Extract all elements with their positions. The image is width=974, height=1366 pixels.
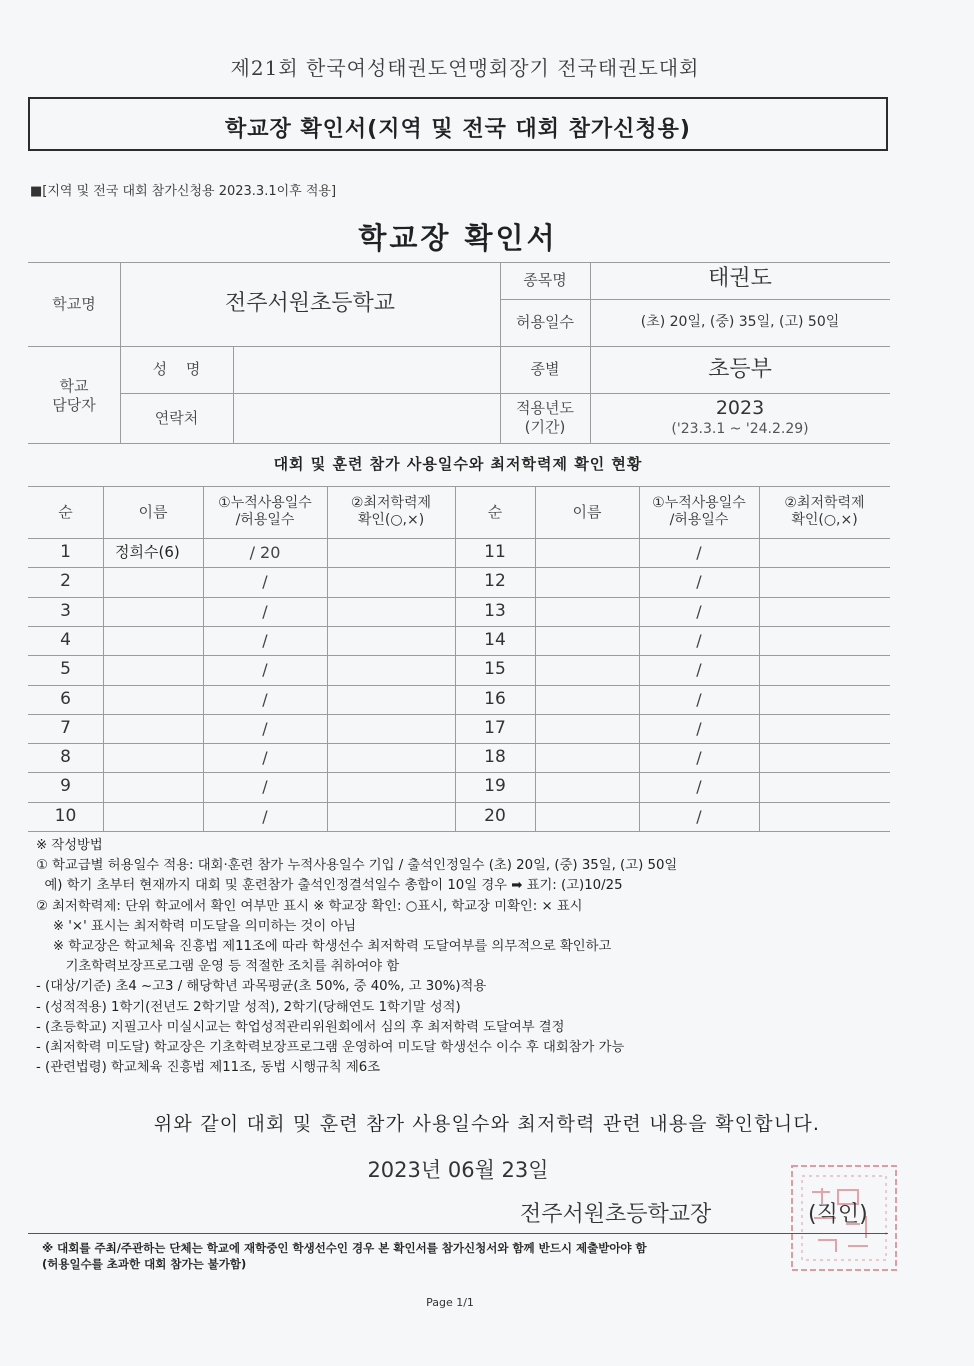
table-right-days-cell[interactable]: / (696, 776, 702, 796)
seal-label: (직인) (808, 1202, 868, 1227)
table-right-num-cell: 17 (484, 717, 506, 738)
table-right-days-cell[interactable]: / (696, 806, 702, 826)
col-num-header-left: 순 (58, 502, 73, 521)
table-left-days-cell[interactable]: / (262, 571, 268, 591)
table-heading: 대회 및 훈련 참가 사용일수와 최저학력제 확인 현황 (273, 455, 643, 473)
table-right-days-cell[interactable]: / (696, 718, 702, 738)
division-label: 종별 (530, 360, 560, 379)
instruction-line: ※ 학교장은 학교체육 진흥법 제11조에 따라 학생선수 최저학력 도달여부를 의무적으로 확인하고 (36, 939, 612, 955)
table-right-name-cell[interactable] (535, 802, 639, 831)
table-left-grade-cell[interactable] (327, 772, 455, 801)
apply-note: ■[지역 및 전국 대회 참가신청용 2023.3.1이후 적용] (30, 184, 337, 199)
table-right-name-cell[interactable] (535, 743, 639, 772)
instruction-line: - (성적적용) 1학기(전년도 2학기말 성적), 2학기(당해연도 1학기말 성적) (36, 999, 461, 1015)
table-left-days-cell[interactable]: / (262, 659, 268, 679)
table-right-grade-cell[interactable] (759, 538, 890, 567)
date-text: 2023년 06월 23일 (367, 1158, 549, 1182)
table-right-days-cell[interactable]: / (696, 659, 702, 679)
table-left-num-cell: 2 (60, 570, 71, 591)
allowed-days-value: (초) 20일, (중) 35일, (고) 50일 (640, 313, 840, 330)
manager-label (28, 366, 120, 426)
table-left-days-cell[interactable]: / (262, 776, 268, 796)
table-left-days-cell[interactable]: / (262, 806, 268, 826)
table-left-num-cell: 5 (60, 658, 71, 679)
table-right-name-cell[interactable] (535, 685, 639, 714)
col-days-header-right (639, 486, 759, 538)
instruction-line: - (관련법령) 학교체육 진흥법 제11조, 동법 시행규칙 제6조 (36, 1060, 381, 1076)
page-footer: Page 1/1 (426, 1296, 474, 1309)
table-right-num-cell: 20 (484, 805, 506, 826)
footnote-line1: ※ 대회를 주최/주관하는 단체는 학교에 재학중인 학생선수인 경우 본 확인서를 참가신청서와 함께 반드시 제출받아야 함 (42, 1241, 647, 1255)
col-grade-header-left-l1: ②최저학력제 (350, 494, 432, 511)
principal-name: 전주서원초등학교장 (520, 1202, 712, 1227)
table-left-days-cell[interactable]: / (262, 718, 268, 738)
table-right-grade-cell[interactable] (759, 802, 890, 831)
bottom-divider (28, 1233, 888, 1234)
table-right-grade-cell[interactable] (759, 772, 890, 801)
instruction-line: 기초학력보장프로그램 운영 등 적절한 조치를 취하여야 함 (36, 959, 400, 975)
table-left-name-cell[interactable] (103, 802, 203, 831)
table-rule (28, 486, 890, 487)
table-left-num-cell: 7 (60, 717, 71, 738)
col-num-header-right: 순 (487, 502, 503, 521)
col-days-header-right-l2: /허용일수 (669, 512, 729, 528)
table-right-num-cell: 11 (484, 541, 506, 562)
manager-label-line2: 담당자 (52, 396, 96, 414)
instruction-line: - (최저학력 미도달) 학교장은 기초학력보장프로그램 운영하여 미도달 학생선수 이수 후 대회참가 가능 (36, 1040, 625, 1056)
col-days-header-left (203, 486, 327, 538)
table-right-grade-cell[interactable] (759, 685, 890, 714)
table-left-name-cell[interactable] (103, 567, 203, 596)
table-left-grade-cell[interactable] (327, 655, 455, 684)
table-left-name-cell[interactable] (103, 685, 203, 714)
table-right-days-cell[interactable]: / (696, 630, 702, 650)
table-right-grade-cell[interactable] (759, 567, 890, 596)
table-left-days-cell[interactable]: / (262, 630, 268, 650)
table-right-name-cell[interactable] (535, 772, 639, 801)
table-left-name-cell[interactable]: 정희수(6) (115, 543, 180, 562)
col-grade-header-left-l2: 확인(○,×) (357, 512, 425, 528)
event-title: 제21회 한국여성태권도연맹회장기 전국태권도대회 (230, 56, 700, 80)
table-left-days-cell[interactable]: / 20 (249, 542, 281, 562)
name-value[interactable] (233, 346, 500, 393)
year-label-line1: 적용년도 (516, 399, 574, 418)
table-left-days-cell[interactable]: / (262, 601, 268, 621)
table-right-num-cell: 15 (484, 658, 506, 679)
year-label-line2: (기간) (524, 418, 566, 436)
contact-value[interactable] (233, 393, 500, 443)
table-left-name-cell[interactable] (103, 597, 203, 626)
sport-value: 태권도 (708, 265, 772, 291)
col-grade-header-right (759, 486, 890, 538)
table-left-grade-cell[interactable] (327, 538, 455, 567)
sport-label: 종목명 (523, 271, 567, 290)
table-left-num-cell: 10 (54, 805, 77, 826)
table-left-num-cell: 9 (60, 775, 71, 796)
table-left-name-cell[interactable] (103, 772, 203, 801)
doc-title: 학교장 확인서(지역 및 전국 대회 참가신청용) (225, 117, 691, 142)
table-rule (28, 831, 890, 832)
table-right-days-cell[interactable]: / (696, 689, 702, 709)
table-left-grade-cell[interactable] (327, 714, 455, 743)
table-right-name-cell[interactable] (535, 538, 639, 567)
table-right-days-cell[interactable]: / (696, 571, 702, 591)
table-right-num-cell: 18 (484, 746, 506, 767)
col-grade-header-left (327, 486, 455, 538)
table-right-name-cell[interactable] (535, 655, 639, 684)
table-left-days-cell[interactable]: / (262, 747, 268, 767)
instruction-line: ① 학교급별 허용일수 적용: 대회·훈련 참가 누적사용일수 기입 / 출석인정일수 (초) 20일, (중) 35일, (고) 50일 (36, 858, 678, 874)
col-name-header-right: 이름 (572, 502, 602, 521)
footnote-line2: (허용일수를 초과한 대회 참가는 불가함) (42, 1257, 247, 1271)
col-days-header-left-l1: ①누적사용일수 (218, 494, 312, 511)
table-left-name-cell[interactable] (103, 743, 203, 772)
table-left-name-cell[interactable] (103, 714, 203, 743)
year-period: ('23.3.1 ~ '24.2.29) (671, 421, 809, 438)
table-right-grade-cell[interactable] (759, 714, 890, 743)
table-left-name-cell[interactable] (103, 655, 203, 684)
table-left-num-cell: 3 (60, 600, 71, 621)
year-number: 2023 (715, 397, 765, 420)
table-right-grade-cell[interactable] (759, 743, 890, 772)
col-name-header-left: 이름 (138, 502, 168, 521)
table-left-days-cell[interactable]: / (262, 689, 268, 709)
col-grade-header-right-l1: ②최저학력제 (784, 494, 865, 511)
instruction-line: ② 최저학력제: 단위 학교에서 확인 여부만 표시 ※ 학교장 확인: ○표시, 학교장 미확인: × 표시 (36, 898, 583, 914)
table-right-name-cell[interactable] (535, 714, 639, 743)
table-right-grade-cell[interactable] (759, 655, 890, 684)
confirmation-text: 위와 같이 대회 및 훈련 참가 사용일수와 최저학력 관련 내용을 확인합니다. (153, 1113, 821, 1135)
form-title: 학교장 확인서 (358, 221, 558, 255)
table-left-grade-cell[interactable] (327, 685, 455, 714)
table-left-num-cell: 4 (60, 629, 71, 650)
division-value: 초등부 (708, 356, 772, 382)
table-left-num-cell: 1 (60, 541, 71, 562)
table-right-name-cell[interactable] (535, 567, 639, 596)
instruction-line: - (초등학교) 지필고사 미실시교는 학업성적관리위원회에서 심의 후 최저학력 도달여부 결정 (36, 1019, 565, 1035)
table-left-grade-cell[interactable] (327, 802, 455, 831)
table-left-grade-cell[interactable] (327, 597, 455, 626)
allowed-days-label: 허용일수 (516, 313, 574, 332)
table-right-num-cell: 16 (484, 688, 506, 709)
instructions (36, 836, 936, 1078)
instruction-line: ※ 작성방법 (36, 838, 103, 853)
school-label: 학교명 (52, 294, 96, 313)
year-label (500, 393, 590, 443)
instruction-line: - (대상/기준) 초4 ~고3 / 해당학년 과목평균(초 50%, 중 40%, 고 30%)적용 (36, 979, 487, 995)
table-left-name-cell[interactable] (103, 626, 203, 655)
school-value: 전주서원초등학교 (224, 291, 396, 317)
table-right-days-cell[interactable]: / (696, 601, 702, 621)
footnote (42, 1240, 647, 1272)
table-left-grade-cell[interactable] (327, 743, 455, 772)
col-grade-header-right-l2: 확인(○,×) (791, 512, 858, 528)
col-days-header-left-l2: /허용일수 (235, 512, 295, 528)
table-right-days-cell[interactable]: / (696, 747, 702, 767)
table-right-name-cell[interactable] (535, 626, 639, 655)
table-left-num-cell: 6 (60, 688, 71, 709)
col-days-header-right-l1: ①누적사용일수 (652, 494, 746, 511)
table-right-num-cell: 19 (484, 775, 506, 796)
contact-label: 연락처 (154, 408, 199, 427)
table-left-grade-cell[interactable] (327, 567, 455, 596)
table-right-num-cell: 12 (484, 570, 506, 591)
table-right-grade-cell[interactable] (759, 626, 890, 655)
table-left-grade-cell[interactable] (327, 626, 455, 655)
instruction-line: 예) 학기 초부터 현재까지 대회 및 훈련참가 출석인정결석일수 총합이 10일 경우 ➡ 표기: (고)10/25 (36, 878, 623, 894)
table-right-num-cell: 14 (484, 629, 506, 650)
manager-label-line1: 학교 (59, 377, 89, 396)
name-label: 성 명 (152, 360, 201, 379)
table-right-days-cell[interactable]: / (696, 542, 702, 562)
instruction-line: ※ '×' 표시는 최저학력 미도달을 의미하는 것이 아님 (36, 918, 357, 934)
table-left-num-cell: 8 (60, 746, 71, 767)
table-right-num-cell: 13 (484, 600, 506, 621)
table-right-grade-cell[interactable] (759, 597, 890, 626)
table-right-name-cell[interactable] (535, 597, 639, 626)
year-value (590, 393, 890, 443)
